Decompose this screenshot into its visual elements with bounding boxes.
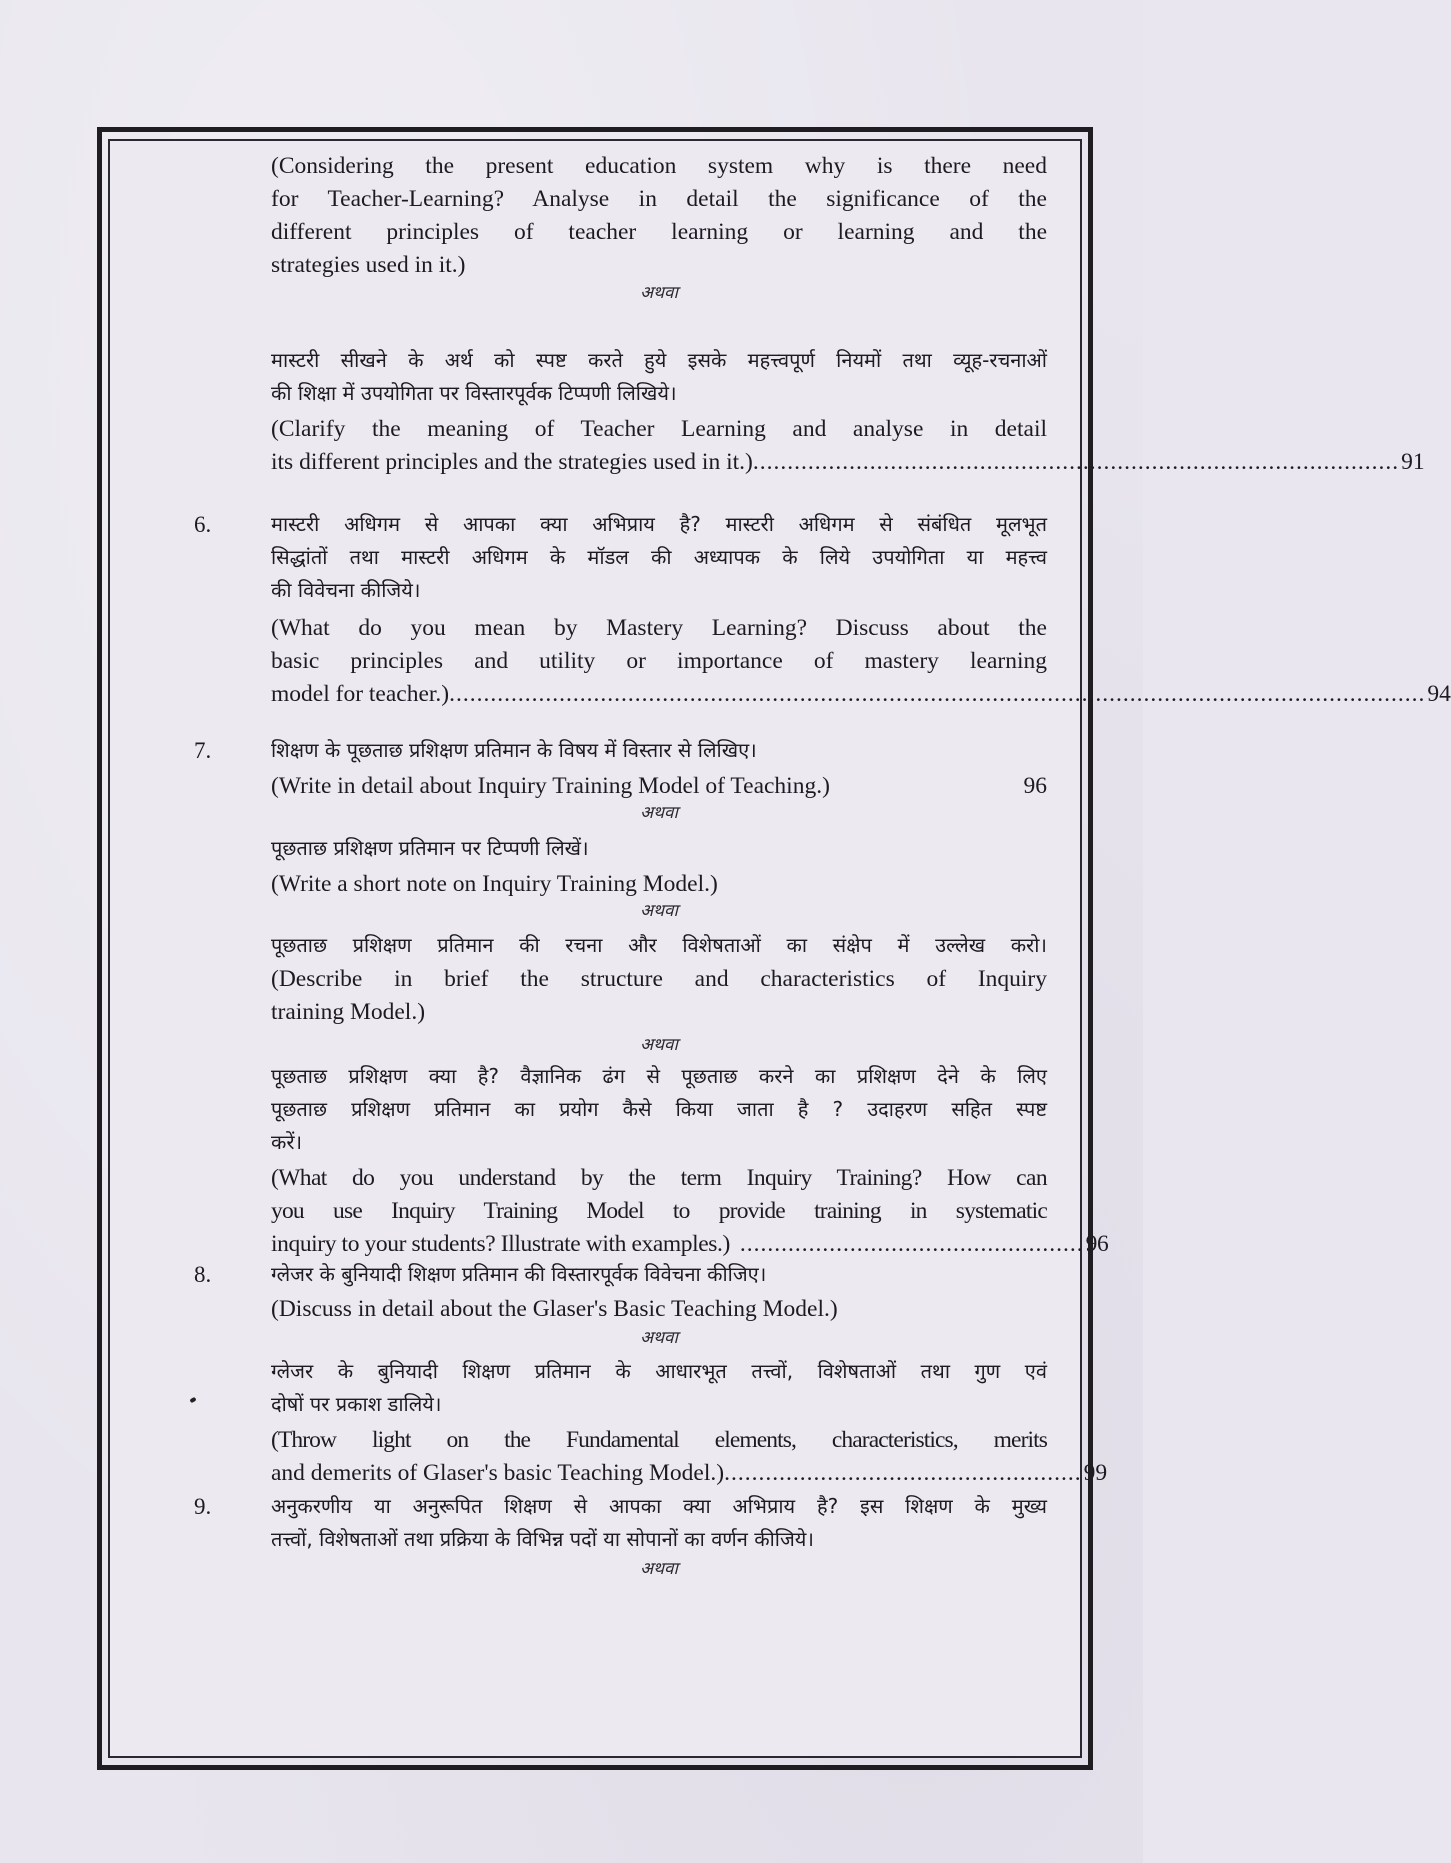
text-line-with-page bbox=[271, 678, 1451, 711]
text-line: (Write a short note on Inquiry Training Model.) bbox=[271, 871, 718, 897]
text-line: तत्त्वों, विशेषताओं तथा प्रक्रिया के विभिन्न पदों या सोपानों का वर्णन कीजिये। bbox=[271, 1527, 814, 1551]
dot-leader: .............................................................................................. bbox=[752, 449, 1400, 475]
page-number: 99 bbox=[1083, 1460, 1108, 1486]
question-number: 8. bbox=[194, 1262, 212, 1287]
text-line: ग्लेजर के बुनियादी शिक्षण प्रतिमान के आधारभूत तत्त्वों, विशेषताओं तथा गुण एवं bbox=[271, 1359, 1047, 1383]
text-line: you use Inquiry Training Model to provide training in systematic bbox=[271, 1198, 1047, 1224]
text-line: training Model.) bbox=[271, 999, 426, 1025]
dot-leader: .................................................. bbox=[739, 1231, 1084, 1257]
text-line: (What do you understand by the term Inquiry Training? How can bbox=[271, 1165, 1047, 1191]
or-separator: अथवा bbox=[640, 1559, 678, 1579]
text-line: की विवेचना कीजिये। bbox=[271, 578, 421, 602]
page-number: 96 bbox=[1085, 1231, 1109, 1257]
text: inquiry to your students? Illustrate with examples.) bbox=[271, 1231, 730, 1257]
text-line: (Considering the present education system why is there need bbox=[271, 153, 1047, 179]
page-number: 91 bbox=[1401, 449, 1425, 475]
or-separator: अथवा bbox=[640, 803, 678, 823]
dot-leader: .............................................................................................................................................. bbox=[449, 681, 1426, 707]
text-line: ग्लेजर के बुनियादी शिक्षण प्रतिमान की विस्तारपूर्वक विवेचना कीजिए। bbox=[271, 1262, 767, 1286]
text-line: strategies used in it.) bbox=[271, 252, 466, 278]
text-line: (Describe in brief the structure and characteristics of Inquiry bbox=[271, 966, 1047, 992]
or-separator: अथवा bbox=[640, 283, 678, 303]
page-number: 94 bbox=[1427, 681, 1451, 707]
text-line: पूछताछ प्रशिक्षण क्या है? वैज्ञानिक ढंग से पूछताछ करने का प्रशिक्षण देने के लिए bbox=[271, 1064, 1047, 1088]
or-separator: अथवा bbox=[640, 1328, 678, 1348]
text-line-with-page bbox=[271, 1228, 1109, 1261]
page-number: 96 bbox=[1023, 773, 1047, 799]
text-line-with-page bbox=[271, 770, 1047, 803]
text-line: different principles of teacher learning or learning and the bbox=[271, 219, 1047, 245]
text-line: मास्टरी सीखने के अर्थ को स्पष्ट करते हुये इसके महत्त्वपूर्ण नियमों तथा व्यूह-रचनाओं bbox=[271, 348, 1047, 372]
text-line: पूछताछ प्रशिक्षण प्रतिमान का प्रयोग कैसे किया जाता है ? उदाहरण सहित स्पष्ट bbox=[271, 1097, 1047, 1121]
or-separator: अथवा bbox=[640, 1035, 678, 1055]
question-number: 7. bbox=[194, 738, 212, 763]
text-line: करें। bbox=[271, 1130, 303, 1154]
text-line: for Teacher-Learning? Analyse in detail the significance of the bbox=[271, 186, 1047, 212]
text: its different principles and the strategies used in it.) bbox=[271, 449, 753, 475]
text-line: basic principles and utility or importance of mastery learning bbox=[271, 648, 1047, 674]
text: model for teacher.) bbox=[271, 681, 450, 707]
text-line: (Clarify the meaning of Teacher Learning and analyse in detail bbox=[271, 416, 1047, 442]
text-line: सिद्धांतों तथा मास्टरी अधिगम के मॉडल की अध्यापक के लिये उपयोगिता या महत्त्व bbox=[271, 545, 1047, 569]
text-line: मास्टरी अधिगम से आपका क्या अभिप्राय है? मास्टरी अधिगम से संबंधित मूलभूत bbox=[271, 512, 1047, 536]
text-line: दोषों पर प्रकाश डालिये। bbox=[271, 1392, 442, 1416]
text-line: पूछताछ प्रशिक्षण प्रतिमान पर टिप्पणी लिखें। bbox=[271, 836, 589, 860]
question-number: 9. bbox=[194, 1494, 212, 1519]
dot-leader: .................................................... bbox=[724, 1460, 1082, 1486]
text-line: (Discuss in detail about the Glaser's Basic Teaching Model.) bbox=[271, 1296, 838, 1322]
text-line: की शिक्षा में उपयोगिता पर विस्तारपूर्वक टिप्पणी लिखिये। bbox=[271, 381, 677, 405]
or-separator: अथवा bbox=[640, 901, 678, 921]
text-line: पूछताछ प्रशिक्षण प्रतिमान की रचना और विशेषताओं का संक्षेप में उल्लेख करो। bbox=[271, 933, 1047, 957]
text: (Write in detail about Inquiry Training Model of Teaching.) bbox=[271, 773, 830, 799]
text-line: अनुकरणीय या अनुरूपित शिक्षण से आपका क्या अभिप्राय है? इस शिक्षण के मुख्य bbox=[271, 1494, 1047, 1518]
text: and demerits of Glaser's basic Teaching Model.) bbox=[271, 1460, 725, 1486]
question-number: 6. bbox=[194, 512, 212, 537]
text-line: (Throw light on the Fundamental elements, characteristics, merits bbox=[271, 1427, 1047, 1453]
text-line-with-page bbox=[271, 1457, 1108, 1490]
text-line-with-page bbox=[271, 446, 1425, 479]
text-line: (What do you mean by Mastery Learning? Discuss about the bbox=[271, 615, 1047, 641]
text-line: शिक्षण के पूछताछ प्रशिक्षण प्रतिमान के विषय में विस्तार से लिखिए। bbox=[271, 738, 757, 762]
